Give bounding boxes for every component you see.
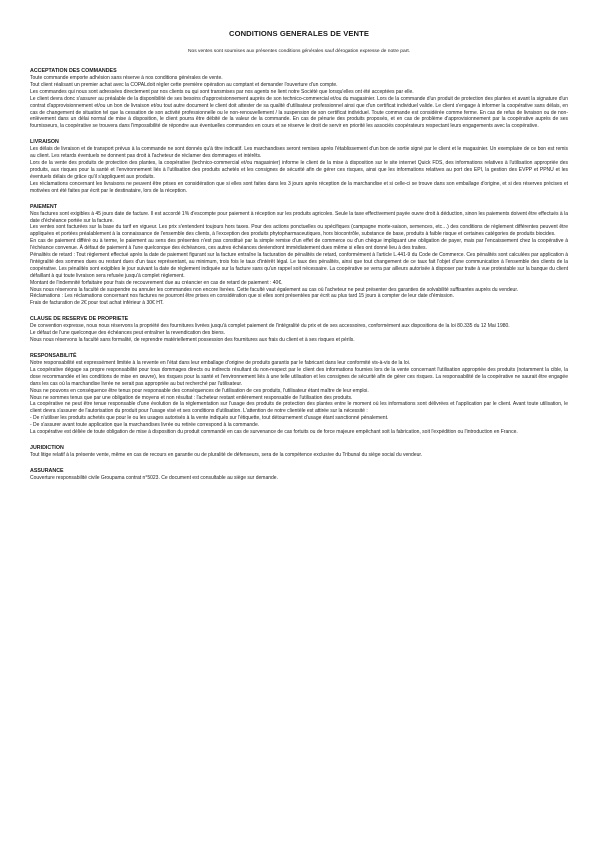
paragraph: Les ventes sont facturées sur la base du tarif en vigueur. Les prix s'entendent toujours hors taxes. Pour des actions ponctuelles ou spécifiques (campagne morte-saison, semences, etc…) des conditions de règlement différentes peuvent être appliquées et portées préalablement à la connaissance de l'ensemble des clients, à l'exception des produits phytopharmaceutiques, hors biocontrôle, substance de base, produits à faible risque et certaines catégories de produits biocides. [30, 224, 568, 238]
paragraph: Tout litige relatif à la présente vente, même en cas de recours en garantie ou de pluralité de défenseurs, sera de la compétence exclusive du Tribunal du siège social du vendeur. [30, 451, 423, 458]
paragraph: Nous nous réservons la faculté sans formalité, de reprendre matériellement possession des fournitures aux frais du client et à ses risques et périls. [30, 337, 355, 344]
paragraph: Couverture responsabilité civile Groupama contrat n°5023. Ce document est consultable au siège sur demande. [30, 474, 278, 481]
paragraph: Notre responsabilité est expressément limitée à la revente en l'état dans leur emballage d'origine de produits garantis par le fabricant dans leur conformité vis-à-vis de la loi. [30, 360, 411, 366]
paragraph: La coopérative est déliée de toute obligation de mise à disposition du produit commandé en cas de survenance de cas fortuits ou de force majeure empêchant soit la fabrication, soit l'expédition ou l'introduction en France. [30, 429, 518, 436]
paragraph: Tout client réalisant un premier achat avec la COPALdoit régler cette première opération au comptant et demander l'ouverture d'un compte. [30, 81, 338, 88]
document-intro: Nos ventes sont soumises aux présentes conditions générales sauf dérogation expresse de notre part. [187, 49, 411, 54]
paragraph: Toute commande emporte adhésion sans réserve à nos conditions générales de vente. [30, 75, 223, 81]
section-acceptation-des-commandes [30, 67, 568, 130]
document-page [30, 22, 568, 490]
section-heading: ASSURANCE [30, 467, 64, 474]
section-clause-de-reserve-de-propriete [30, 315, 568, 344]
section-assurance [30, 467, 568, 482]
section-juridiction [30, 444, 568, 459]
section-livraison [30, 138, 568, 194]
paragraph: Frais de facturation de 2€ pour tout achat inférieur à 30€ HT. [30, 300, 164, 307]
section-paiement [30, 203, 568, 308]
section-heading: LIVRAISON [30, 139, 59, 146]
paragraph: Les délais de livraison et de transport prévus à la commande ne sont donnés qu'à titre indicatif. Les marchandises seront remises après l'établissement d'un bon de sortie signé par le client et le magasinier. Un exemplaire de ce bon est remis au client. Les retards éventuels ne donnent pas droit à l'acheteur de réclamer des dommages et intérêts. [30, 146, 568, 160]
paragraph: La coopérative dégage sa propre responsabilité pour tous dommages directs ou indirects résultant du non-respect par le client des informations fournies lors de la vente concernant l'utilisation appropriée des produits (notamment la cible, la dose recommandée et les conditions de mise en œuvre), les risques pour la santé et l'environnement liés à une telle utilisation et les consignes de sécurité afin de gérer ces risques. La responsabilité de la coopérative ne saurait être engagée dans les cas où la marchandise livrée ne serait pas appropriée au but recherché par l'utilisateur. [30, 366, 568, 387]
paragraph: De convention expresse, nous nous réservons la propriété des fournitures livrées jusqu'à complet paiement de l'intégralité du prix et de ses accessoires, conformément aux dispositions de la loi 80.335 du 12 Mai 1980. [30, 323, 510, 330]
paragraph: Le client devra donc s'assurer au préalable de la disponibilité de ses besoins d'approvisionnement auprès de son technico-commercial et/ou du magasinier. Lors de la commande d'un produit de protection des plantes et avant la signature d'un contrat d'approvisionnement et/ou un bon de livraison et/ou tout autre document le client doit attester de sa qualité d'utilisateur professionnel ainsi que d'un certificat individuel valide. Le client s'engage à informer la coopérative sans délais, en cas de changement de situation tel que la cessation de son activité professionnelle ou le non-renouvellement / la suspension de son certificat individuel. Toute commande est considérée comme ferme. En cas de refus de livraison ou de non-enlèvement dans un délai normal de mise à disposition, le client pourra être débité de la valeur de la commande. En cas de pénurie des produits proposés, et en cas de problème d'approvisionnement par la coopérative auprès de ses fournisseurs, la coopérative se trouvera dans l'impossibilité de répondre aux éventuelles commandes en cours et se réserve le droit de servir en priorité les associés coopérateurs respectant leurs engagements avec la coopérative. [30, 95, 568, 130]
section-heading: RESPONSABILITÉ [30, 353, 77, 359]
section-heading: CLAUSE DE RESERVE DE PROPRIETE [30, 316, 129, 323]
document-title: CONDITIONS GENERALES DE VENTE [228, 29, 370, 38]
paragraph: Nous ne pouvons en conséquence être tenus pour responsable des conséquences de l'utilisation de ces produits, l'utilisateur étant maître de leur emploi. [30, 387, 369, 394]
paragraph: Lors de la vente des produits de protection des plantes, la coopérative (technico-commercial et/ou magasinier) informe le client de la mise à disposition sur le site internet Quick FDS, des informations relatives à l'utilisation appropriée des produits, aux risques pour la santé et l'environnement liés à l'utilisation des produits achetés et les consignes de sécurité afin de gérer ces risques, ainsi que les informations relatives au port des EPI, la gestion des EVPP et PPNU et les éventuels délais de grâce qu'il s'appliquent aux produits. [30, 160, 568, 180]
paragraph: Réclamations : Les réclamations concernant nos factures ne pourront être prises en considération que si elles sont présentées par écrit au plus tard 15 jours à compter de leur date d'émission. [30, 293, 454, 300]
paragraph: Nous ne sommes tenus que par une obligation de moyens et non résultat : l'acheteur restant entièrement responsable de l'utilisation des produits. [30, 394, 353, 401]
paragraph: Pénalités de retard : Tout règlement effectué après la date de paiement figurant sur la facture entraîne la facturation de pénalités de retard, conformément à l'article L.441-9 du Code de Commerce. Ces pénalités sont calculées par application à l'intégralité des sommes dues ou restant dues d'un taux représentant, au minimum, trois fois le taux d'intérêt légal. Le taux des pénalités, ainsi que tout changement de ce taux fait l'objet d'une communication à l'ensemble des clients de la coopérative. Les pénalités sont exigibles le jour suivant la date de règlement indiquée sur la facture sans qu'un rappel soit nécessaire. La coopérative se verra par ailleurs autorisée à disposer par traite à vue protestable sur la banque du client défaillant à qui toute livraison sera refusée jusqu'à complet règlement. [30, 252, 568, 279]
paragraph: La coopérative ne peut être tenue responsable d'une évolution de la réglementation sur l'usage des produits de protection des plantes entre le moment où les informations sont délivrées et l'application par le client. Avant toute utilisation, le client devra s'assurer de l'autorisation du produit pour l'usage visé et ses conditions d'utilisation. L'attention de notre clientèle est attirée sur la nécessité : [30, 401, 568, 415]
section-responsabilite [30, 352, 568, 436]
paragraph: En cas de paiement différé ou à terme, le paiement au sens des présentes n'est pas constitué par la simple remise d'un effet de commerce ou d'un chèque impliquant une obligation de payer, mais par l'encaissement chez la coopérative à l'échéance convenue. À défaut de paiement à l'une quelconque des échéances, ces autres échéances deviendront immédiatement dues même si elles ont donné lieu à des traites. [30, 238, 568, 252]
sections-container [30, 67, 568, 482]
paragraph: - De n'utiliser les produits achetés que pour le ou les usages autorisés à la vente indiqués sur l'étiquette, tout détournement d'usage étant sanctionné pénalement. [30, 415, 389, 422]
paragraph: Montant de l'indemnité forfaitaire pour frais de recouvrement due au créancier en cas de retard de paiement : 40€. [30, 279, 283, 286]
paragraph: Les commandes qui nous sont adressées directement par nos clients ou qui sont transmises par nos agents ne lient notre Société que lorsqu'elles ont été acceptées par elle. [30, 88, 414, 95]
section-heading: JURIDICTION [30, 444, 64, 451]
section-heading: PAIEMENT [30, 203, 57, 210]
section-heading: ACCEPTATION DES COMMANDES [30, 68, 117, 74]
paragraph: Le défaut de l'une quelconque des échéances peut entraîner la revendication des biens. [30, 330, 225, 337]
paragraph: Nous nous réservons la faculté de suspendre ou annuler les commandes non encore livrées. Cette faculté vaut également au cas où l'acheteur ne peut présenter des garanties de solvabilité suffisantes auprès du vendeur. [30, 286, 519, 293]
paragraph: Les réclamations concernant les livraisons ne peuvent être prises en considération que si elles sont faites dans les 3 jours après réception de la marchandise et si celle-ci se trouve dans son emballage d'origine, et si des réserves précises et motivées ont été faites par écrit par le destinataire, lors de la réception. [30, 180, 568, 194]
paragraph: Nos factures sont exigibles à 45 jours date de facture. Il est accordé 1% d'escompte pour paiement à réception sur les produits agricoles. Seule la taxe effectivement payée ouvre droit à déduction, sinon les paiements doivent être effectués à la date d'échéance portée sur la facture. [30, 210, 568, 224]
paragraph: - De s'assurer avant toute application que la marchandises livrée ou retirée correspond à la commande. [30, 422, 260, 429]
